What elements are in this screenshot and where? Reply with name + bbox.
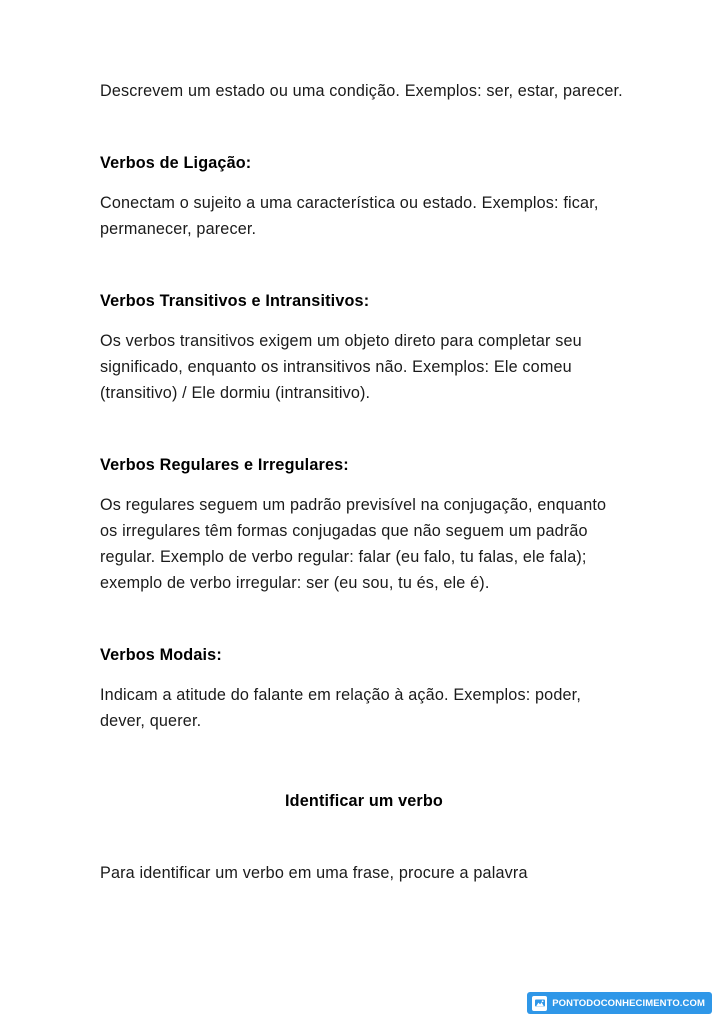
paragraph-verbos-transitivos-intransitivos: Os verbos transitivos exigem um objeto direto para completar seu significado, enquanto os intransitivos não. Exemplos: Ele comeu (transitivo) / Ele dormiu (intransitivo). xyxy=(100,332,582,402)
heading-verbos-modais: Verbos Modais: xyxy=(100,646,222,664)
watermark-label: PONTODOCONHECIMENTO.COM xyxy=(552,997,705,1009)
paragraph-verbos-de-ligacao: Conectam o sujeito a uma característica ou estado. Exemplos: ficar, permanecer, parecer. xyxy=(100,194,599,238)
paragraph-verbos-regulares-irregulares: Os regulares seguem um padrão previsível na conjugação, enquanto os irregulares têm formas conjugadas que não seguem um padrão regular. Exemplo de verbo regular: falar (eu falo, tu falas, ele fala); exemplo de verbo irregular: ser (eu sou, tu és, ele é). xyxy=(100,496,607,592)
heading-verbos-regulares-irregulares: Verbos Regulares e Irregulares: xyxy=(100,456,349,474)
watermark-badge[interactable] xyxy=(527,992,712,1014)
spacer xyxy=(100,478,628,492)
spacer xyxy=(100,242,628,288)
spacer xyxy=(100,176,628,190)
site-logo-icon xyxy=(532,996,547,1011)
heading-verbos-de-ligacao: Verbos de Ligação: xyxy=(100,154,252,172)
paragraph-verbos-modais: Indicam a atitude do falante em relação à ação. Exemplos: poder, dever, querer. xyxy=(100,686,581,730)
spacer xyxy=(100,668,628,682)
spacer xyxy=(100,104,628,150)
heading-identificar-um-verbo: Identificar um verbo xyxy=(285,792,443,810)
spacer xyxy=(100,314,628,328)
heading-verbos-transitivos-intransitivos: Verbos Transitivos e Intransitivos: xyxy=(100,292,370,310)
paragraph-identificar-um-verbo: Para identificar um verbo em uma frase, procure a palavra xyxy=(100,864,528,882)
spacer xyxy=(100,734,628,788)
document-body xyxy=(100,78,628,886)
spacer xyxy=(100,814,628,860)
paragraph-intro: Descrevem um estado ou uma condição. Exemplos: ser, estar, parecer. xyxy=(100,82,623,100)
spacer xyxy=(100,406,628,452)
spacer xyxy=(100,596,628,642)
